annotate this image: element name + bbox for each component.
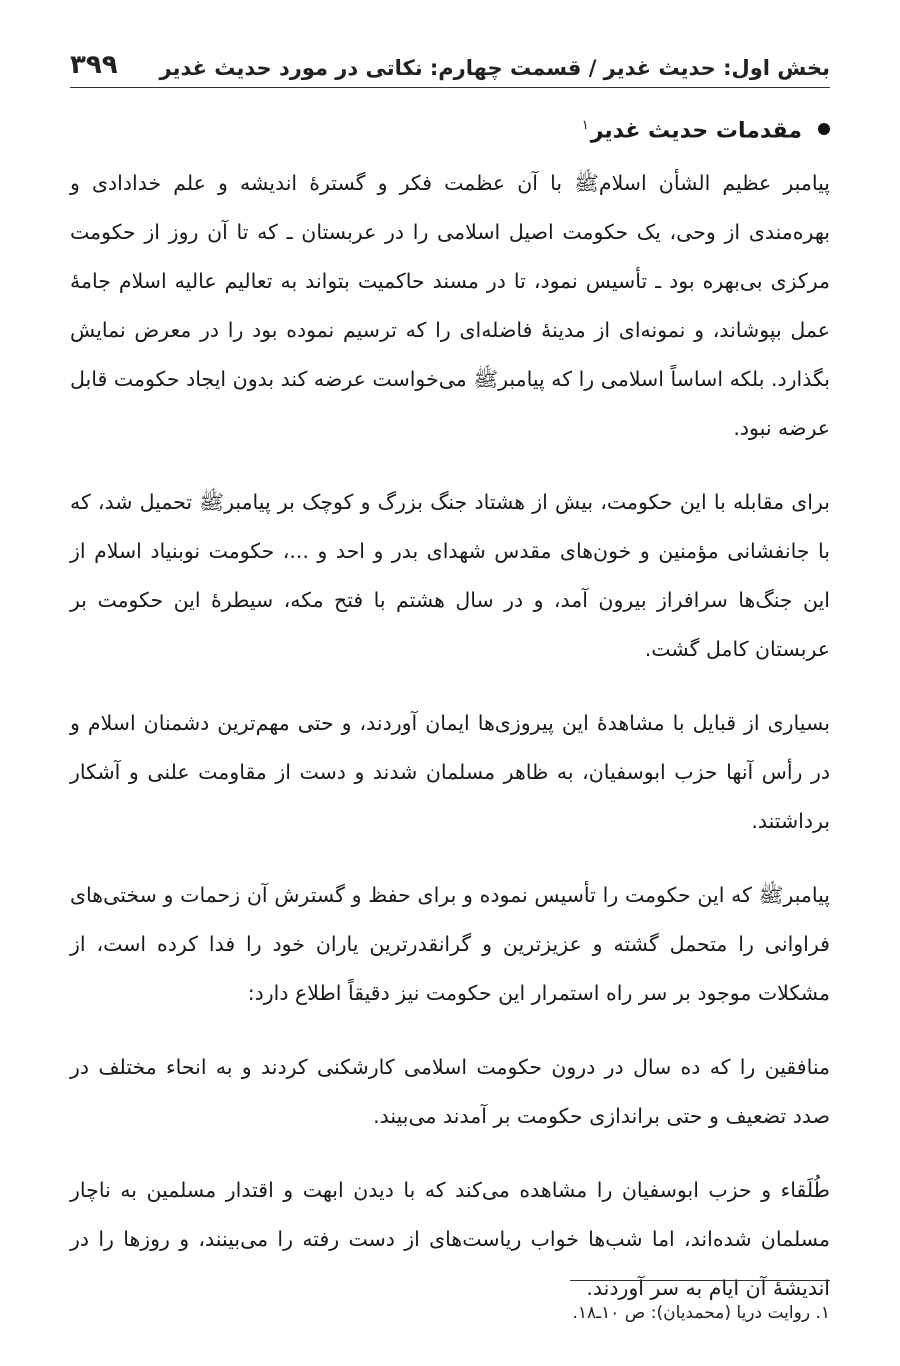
paragraph-3: بسیاری از قبایل با مشاهدهٔ این پیروزی‌ها ایمان آوردند، و حتی مهم‌ترین دشمنان اسلام و در رأس آنها حزب ابوسفیان، به ظاهر مسلمان شدند و دست از مقاومت علنی و آشکار برداشتند. <box>70 711 830 834</box>
page-header <box>70 36 830 80</box>
footnote-marker[interactable]: ۱ <box>581 118 589 133</box>
bullet-icon <box>818 123 830 135</box>
footnote-divider <box>570 1280 830 1281</box>
section-heading <box>70 108 830 149</box>
footnote: ۱. روایت دریا (محمدیان): ص ۱۰ـ۱۸. <box>572 1303 830 1323</box>
header-divider <box>70 87 830 88</box>
paragraph-1: پیامبر عظیم الشأن اسلامﷺ با آن عظمت فکر و گسترهٔ اندیشه و علم خدادادی و بهره‌مندی از وحی، یک حکومت اصیل اسلامی را در عربستان ـ که تا آن روز از حکومت مرکزی بی‌بهره بود ـ تأسیس نمود، تا در مسند حاکمیت بتواند به تعالیم عالیه اسلام جامهٔ عمل بپوشاند، و نمونه‌ای از مدینهٔ فاضله‌ای را که ترسیم نموده بود را در معرض نمایش بگذارد. بلکه اساساً اسلامی را که پیامبرﷺ می‌خواست عرضه کند بدون ایجاد حکومت قابل عرضه نبود. <box>70 171 830 441</box>
page-content <box>70 108 830 1338</box>
paragraph-6: طُلَقاء و حزب ابوسفیان را مشاهده می‌کند که با دیدن ابهت و اقتدار مسلمین به ناچار مسلمان شده‌اند، اما شب‌ها خواب ریاست‌های از دست رفته را می‌بینند، و روزها را در اندیشهٔ آن ایام به سر آوردند. <box>70 1178 830 1301</box>
section-heading-text: مقدمات حدیث غدیر$^۱$ <box>581 118 802 144</box>
page-number: ۳۹۹ <box>70 50 118 80</box>
paragraph-5: منافقین را که ده سال در درون حکومت اسلامی کارشکنی کردند و به انحاء مختلف در صدد تضعیف و حتی براندازی حکومت بر آمدند می‌بیند. <box>70 1055 830 1129</box>
running-head: بخش اول: حدیث غدیر / قسمت چهارم: نکاتی در مورد حدیث غدیر <box>159 56 830 80</box>
paragraph-4: پیامبرﷺ که این حکومت را تأسیس نموده و برای حفظ و گسترش آن زحمات و سختی‌های فراوانی را متحمل گشته و عزیزترین و گرانقدرترین یاران خود را فدا کرده است، از مشکلات موجود بر سر راه استمرار این حکومت نیز دقیقاً اطلاع دارد: <box>70 883 830 1006</box>
paragraph-2: برای مقابله با این حکومت، بیش از هشتاد جنگ بزرگ و کوچک بر پیامبرﷺ تحمیل شد، که با جانفشانی مؤمنین و خون‌های مقدس شهدای بدر و احد و ...، حکومت نوبنیاد اسلام از این جنگ‌ها سرافراز بیرون آمد، و در سال هشتم با فتح مکه، سیطرهٔ این حکومت بر عربستان کامل گشت. <box>70 490 830 662</box>
